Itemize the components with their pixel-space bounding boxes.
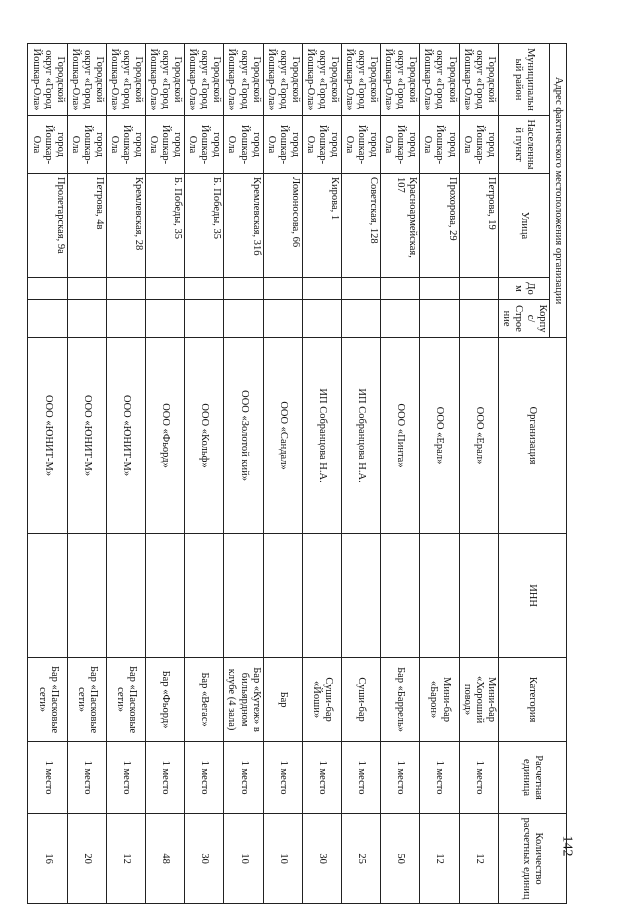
cell-house xyxy=(67,278,106,300)
cell-inn xyxy=(224,534,263,658)
cell-organization: ООО «Золотой кий» xyxy=(224,338,263,534)
cell-organization: ООО «Кольф» xyxy=(185,338,224,534)
cell-building xyxy=(224,300,263,338)
cell-street: Пролетарская, 9а xyxy=(28,174,67,278)
cell-organization: ИП Собранцова Н.А. xyxy=(302,338,341,534)
cell-house xyxy=(106,278,145,300)
cell-organization: ООО «Ерал» xyxy=(420,338,459,534)
cell-count: 10 xyxy=(224,814,263,904)
cell-inn xyxy=(459,534,498,658)
cell-category: Бар «Пасковые сети» xyxy=(28,658,67,742)
header-house: Дом xyxy=(498,278,549,300)
cell-unit: 1 место xyxy=(185,742,224,814)
cell-street: Петрова, 4в xyxy=(67,174,106,278)
cell-street: Кремлевская, 31б xyxy=(224,174,263,278)
cell-count: 10 xyxy=(263,814,302,904)
cell-category: Бар xyxy=(263,658,302,742)
header-settlement: Населенный пункт xyxy=(498,116,549,174)
cell-street: Б. Победы, 35 xyxy=(146,174,185,278)
cell-municipal: Городской округ «Город Йошкар-Ола» xyxy=(67,44,106,116)
cell-settlement: город Йошкар-Ола xyxy=(146,116,185,174)
cell-inn xyxy=(420,534,459,658)
cell-category: Бар «Пасковые сети» xyxy=(106,658,145,742)
cell-unit: 1 место xyxy=(263,742,302,814)
cell-building xyxy=(146,300,185,338)
cell-settlement: город Йошкар-Ола xyxy=(459,116,498,174)
table-row xyxy=(67,44,106,904)
cell-street: Прохорова, 29 xyxy=(420,174,459,278)
cell-settlement: город Йошкар-Ола xyxy=(185,116,224,174)
cell-building xyxy=(67,300,106,338)
cell-inn xyxy=(342,534,381,658)
cell-organization: ООО «Сандал» xyxy=(263,338,302,534)
cell-municipal: Городской округ «Город Йошкар-Ола» xyxy=(420,44,459,116)
cell-unit: 1 место xyxy=(106,742,145,814)
cell-count: 48 xyxy=(146,814,185,904)
cell-building xyxy=(185,300,224,338)
table-row xyxy=(342,44,381,904)
cell-municipal: Городской округ «Город Йошкар-Ола» xyxy=(459,44,498,116)
cell-municipal: Городской округ «Город Йошкар-Ола» xyxy=(106,44,145,116)
cell-municipal: Городской округ «Город Йошкар-Ола» xyxy=(342,44,381,116)
table-body xyxy=(28,44,498,904)
cell-settlement: город Йошкар-Ола xyxy=(381,116,420,174)
cell-municipal: Городской округ «Город Йошкар-Ола» xyxy=(224,44,263,116)
cell-count: 12 xyxy=(459,814,498,904)
cell-inn xyxy=(381,534,420,658)
table-row xyxy=(381,44,420,904)
cell-street: Петрова, 19 xyxy=(459,174,498,278)
cell-street: Кремлевская, 28 xyxy=(106,174,145,278)
cell-unit: 1 место xyxy=(381,742,420,814)
cell-unit: 1 место xyxy=(146,742,185,814)
cell-unit: 1 место xyxy=(459,742,498,814)
table-row xyxy=(185,44,224,904)
cell-category: Бар «Баррель» xyxy=(381,658,420,742)
header-organization: Организация xyxy=(498,338,566,534)
cell-inn xyxy=(302,534,341,658)
cell-building xyxy=(28,300,67,338)
cell-organization: ООО «ЮНИТ-М» xyxy=(28,338,67,534)
cell-street: Красноармейская, 107 xyxy=(381,174,420,278)
cell-settlement: город Йошкар-Ола xyxy=(106,116,145,174)
cell-inn xyxy=(67,534,106,658)
cell-inn xyxy=(106,534,145,658)
cell-count: 12 xyxy=(420,814,459,904)
cell-organization: ООО «ЮНИТ-М» xyxy=(106,338,145,534)
cell-organization: ООО «Пинта» xyxy=(381,338,420,534)
header-street: Улица xyxy=(498,174,549,278)
cell-category: Бар «Кутеж» в бильярдном клубе (4 зала) xyxy=(224,658,263,742)
cell-settlement: город Йошкар-Ола xyxy=(302,116,341,174)
table-row xyxy=(28,44,67,904)
table-row xyxy=(302,44,341,904)
page-number: 142 xyxy=(559,835,575,857)
header-count: Количество расчетных единиц xyxy=(498,814,566,904)
cell-inn xyxy=(263,534,302,658)
cell-inn xyxy=(185,534,224,658)
table-row xyxy=(146,44,185,904)
cell-municipal: Городской округ «Город Йошкар-Ола» xyxy=(302,44,341,116)
cell-building xyxy=(263,300,302,338)
cell-street: Кирова, 1 xyxy=(302,174,341,278)
cell-unit: 1 место xyxy=(420,742,459,814)
cell-unit: 1 место xyxy=(342,742,381,814)
cell-unit: 1 место xyxy=(302,742,341,814)
cell-building xyxy=(106,300,145,338)
cell-organization: ООО «Фьорд» xyxy=(146,338,185,534)
cell-category: Бар «Пасковые сети» xyxy=(67,658,106,742)
cell-house xyxy=(146,278,185,300)
cell-house xyxy=(185,278,224,300)
cell-street: Б. Победы, 35 xyxy=(185,174,224,278)
cell-building xyxy=(459,300,498,338)
table-row xyxy=(263,44,302,904)
header-category: Категория xyxy=(498,658,566,742)
cell-settlement: город Йошкар-Ола xyxy=(263,116,302,174)
cell-house xyxy=(28,278,67,300)
cell-settlement: город Йошкар-Ола xyxy=(67,116,106,174)
cell-count: 50 xyxy=(381,814,420,904)
cell-house xyxy=(302,278,341,300)
cell-category: Суши-бар «Йоши» xyxy=(302,658,341,742)
cell-house xyxy=(459,278,498,300)
table-row xyxy=(459,44,498,904)
cell-category: Мини-бар «Хороший повод» xyxy=(459,658,498,742)
cell-category: Бар «Вегас» xyxy=(185,658,224,742)
cell-municipal: Городской округ «Город Йошкар-Ола» xyxy=(381,44,420,116)
cell-municipal: Городской округ «Город Йошкар-Ола» xyxy=(28,44,67,116)
table-row xyxy=(420,44,459,904)
cell-count: 20 xyxy=(67,814,106,904)
cell-municipal: Городской округ «Город Йошкар-Ола» xyxy=(263,44,302,116)
cell-count: 25 xyxy=(342,814,381,904)
header-address-group: Адрес фактического местоположения организации xyxy=(550,44,567,338)
cell-house xyxy=(342,278,381,300)
cell-settlement: город Йошкар-Ола xyxy=(342,116,381,174)
table-row xyxy=(106,44,145,904)
cell-category: Бар «Фьорд» xyxy=(146,658,185,742)
cell-count: 30 xyxy=(185,814,224,904)
cell-count: 30 xyxy=(302,814,341,904)
cell-street: Ломоносова, 66 xyxy=(263,174,302,278)
cell-inn xyxy=(146,534,185,658)
cell-building xyxy=(342,300,381,338)
organizations-table xyxy=(28,43,568,904)
cell-municipal: Городской округ «Город Йошкар-Ола» xyxy=(185,44,224,116)
table-row xyxy=(224,44,263,904)
cell-unit: 1 место xyxy=(67,742,106,814)
cell-house xyxy=(263,278,302,300)
cell-category: Суши-бар xyxy=(342,658,381,742)
cell-count: 16 xyxy=(28,814,67,904)
header-municipal: Муниципальный район xyxy=(498,44,549,116)
cell-category: Мини-бар «Барон» xyxy=(420,658,459,742)
cell-organization: ООО «ЮНИТ-М» xyxy=(67,338,106,534)
cell-house xyxy=(420,278,459,300)
cell-settlement: город Йошкар-Ола xyxy=(224,116,263,174)
cell-house xyxy=(224,278,263,300)
cell-settlement: город Йошкар-Ола xyxy=(28,116,67,174)
cell-count: 12 xyxy=(106,814,145,904)
header-unit: Расчетная единица xyxy=(498,742,566,814)
cell-municipal: Городской округ «Город Йошкар-Ола» xyxy=(146,44,185,116)
cell-building xyxy=(302,300,341,338)
cell-house xyxy=(381,278,420,300)
cell-building xyxy=(381,300,420,338)
header-inn: ИНН xyxy=(498,534,566,658)
cell-street: Советская, 128 xyxy=(342,174,381,278)
header-building: Корпус/ Строение xyxy=(498,300,549,338)
cell-unit: 1 место xyxy=(28,742,67,814)
cell-organization: ООО «Ерал» xyxy=(459,338,498,534)
organizations-table-container xyxy=(30,43,567,903)
cell-unit: 1 место xyxy=(224,742,263,814)
cell-organization: ИП Собранцова Н.А. xyxy=(342,338,381,534)
cell-settlement: город Йошкар-Ола xyxy=(420,116,459,174)
cell-inn xyxy=(28,534,67,658)
cell-building xyxy=(420,300,459,338)
